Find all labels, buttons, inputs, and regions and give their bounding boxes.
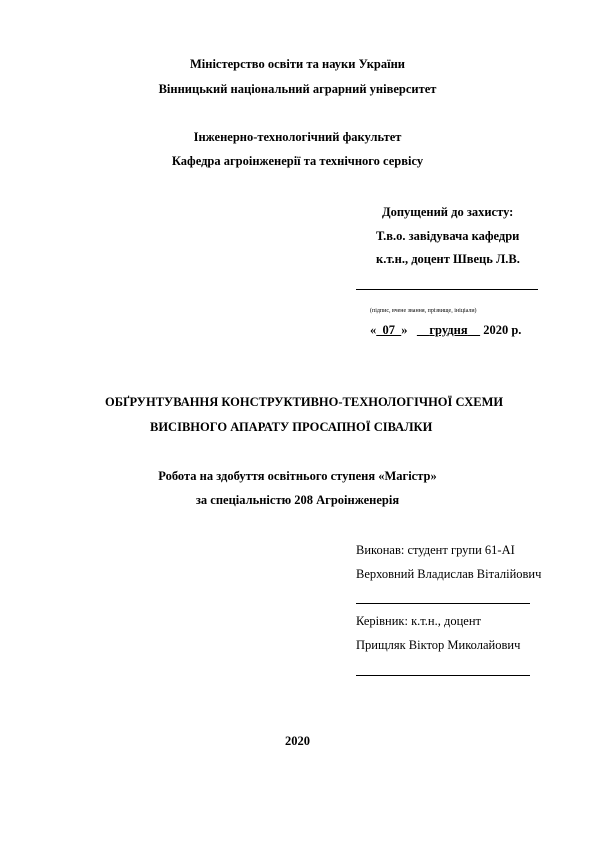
department-name: Кафедра агроінженерії та технічного сервісу xyxy=(171,154,424,168)
approval-date xyxy=(370,323,521,338)
date-year: 2020 р. xyxy=(483,323,522,337)
author-name: Верховний Владислав Віталійович xyxy=(356,567,542,581)
supervisor-name: Прищляк Віктор Миколайович xyxy=(356,638,521,652)
supervisor-label: Керівник: к.т.н., доцент xyxy=(356,614,481,628)
specialty-line: за спеціальністю 208 Агроінженерія xyxy=(195,493,400,507)
signature-caption: (підпис, вчене звання, прізвище, ініціали) xyxy=(370,308,477,314)
degree-line: Робота на здобуття освітнього ступеня «Магістр» xyxy=(158,469,437,483)
ministry-name: Міністерство освіти та науки України xyxy=(189,57,406,71)
author-label: Виконав: студент групи 61-АІ xyxy=(356,543,515,557)
date-day: 07 xyxy=(382,323,395,337)
head-name: к.т.н., доцент Швець Л.В. xyxy=(376,252,520,266)
thesis-title-line1: ОБҐРУНТУВАННЯ КОНСТРУКТИВНО-ТЕХНОЛОГІЧНОЇ СХЕМИ xyxy=(105,395,504,409)
university-name: Вінницький національний аграрний університет xyxy=(158,82,437,96)
signature-line xyxy=(356,289,538,290)
author-signature-line xyxy=(356,603,530,604)
supervisor-signature-line xyxy=(356,675,530,676)
acting-head-title: Т.в.о. завідувача кафедри xyxy=(376,229,520,243)
date-close-quote: » xyxy=(401,323,408,337)
admitted-to-defense: Допущений до захисту: xyxy=(382,205,514,219)
date-month: грудня xyxy=(429,323,468,337)
faculty-name: Інженерно-технологічний факультет xyxy=(193,130,402,144)
thesis-title-line2: ВИСІВНОГО АПАРАТУ ПРОСАПНОЇ СІВАЛКИ xyxy=(150,420,433,434)
document-year: 2020 xyxy=(285,734,310,748)
date-open-quote: « xyxy=(370,323,377,337)
